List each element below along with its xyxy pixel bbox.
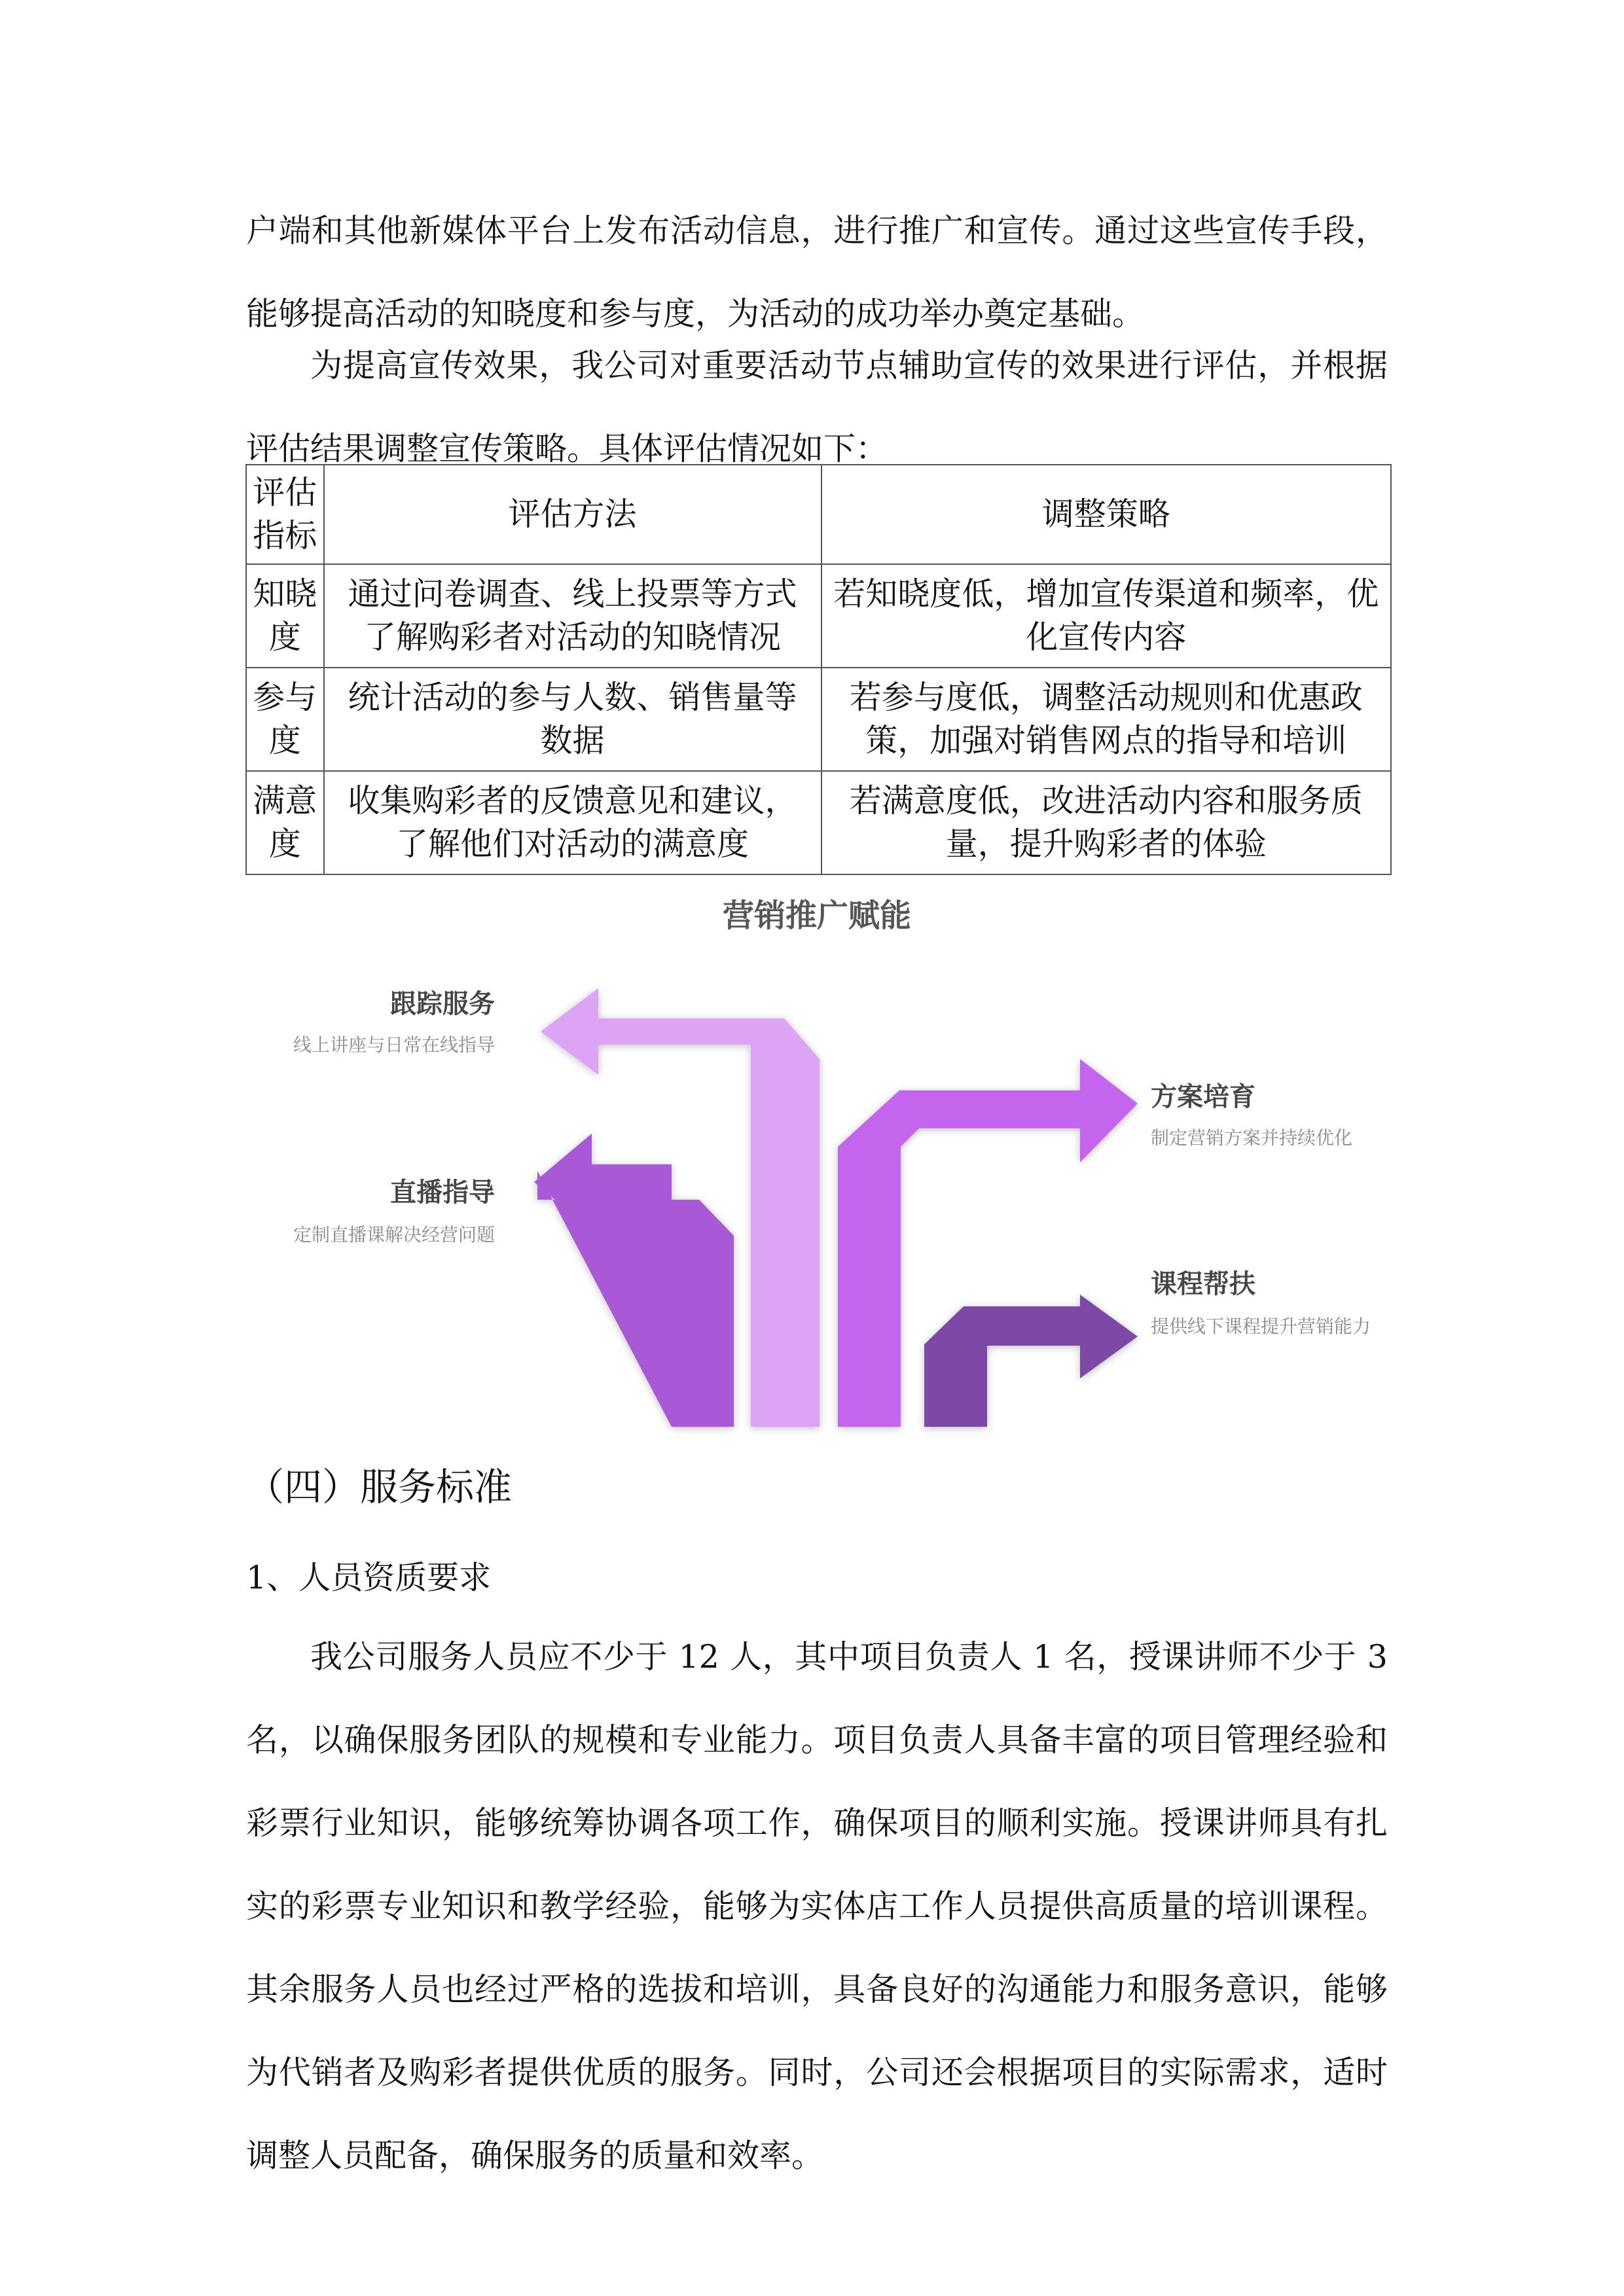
item-title: 跟踪服务 <box>390 989 495 1019</box>
evaluation-table <box>245 464 1392 875</box>
table-row <box>246 668 1391 771</box>
diagram-title: 营销推广赋能 <box>722 897 911 934</box>
intro-paragraph-2: 为提高宣传效果，我公司对重要活动节点辅助宣传的效果进行评估，并根据评估结果调整宣传策略。具体评估情况如下： <box>246 347 1388 467</box>
table-header-cell: 调整策略 <box>821 465 1391 564</box>
table-row <box>246 771 1391 874</box>
table-cell: 若参与度低，调整活动规则和优惠政策，加强对销售网点的指导和培训 <box>821 668 1391 771</box>
item-desc: 定制直播课解决经营问题 <box>293 1224 495 1246</box>
table-cell: 收集购彩者的反馈意见和建议，了解他们对活动的满意度 <box>324 771 821 874</box>
item-title: 课程帮扶 <box>1151 1269 1255 1299</box>
table-cell: 通过问卷调查、线上投票等方式了解购彩者对活动的知晓情况 <box>324 564 821 668</box>
intro-paragraph-1: 户端和其他新媒体平台上发布活动信息，进行推广和宣传。通过这些宣传手段，能够提高活动的知晓度和参与度，为活动的成功举办奠定基础。 <box>246 212 1388 332</box>
section-heading: （四）服务标准 <box>246 1465 513 1509</box>
table-cell: 若知晓度低，增加宣传渠道和频率，优化宣传内容 <box>821 564 1391 668</box>
item-title: 直播指导 <box>390 1177 495 1208</box>
body-paragraph: 我公司服务人员应不少于 12 人，其中项目负责人 1 名，授课讲师不少于 3 名，以确保服务团队的规模和专业能力。项目负责人具备丰富的项目管理经验和彩票行业知识，能够统筹协调各项工作，确保项目的顺利实施。授课讲师具有扎实的彩票专业知识和教学经验，能够为实体店工作人员提供高质量的培训课程。其余服务人员也经过严格的选拔和培训，具备良好的沟通能力和服务意识，能够为代销者及购彩者提供优质的服务。同时，公司还会根据项目的实际需求，适时调整人员配备，确保服务的质量和效率。 <box>246 1638 1388 2174</box>
table-cell: 参与度 <box>246 668 324 771</box>
arrows-graphic <box>246 877 1388 1440</box>
marketing-diagram <box>246 877 1388 1440</box>
table-cell: 满意度 <box>246 771 324 874</box>
table-cell: 统计活动的参与人数、销售量等数据 <box>324 668 821 771</box>
item-desc: 提供线下课程提升营销能力 <box>1151 1316 1371 1337</box>
table-cell: 若满意度低，改进活动内容和服务质量，提升购彩者的体验 <box>821 771 1391 874</box>
item-desc: 线上讲座与日常在线指导 <box>293 1034 495 1056</box>
item-desc: 制定营销方案并持续优化 <box>1151 1127 1353 1149</box>
arrow-plan-cultivation <box>838 1059 1138 1427</box>
table-header-cell: 评估方法 <box>324 465 821 564</box>
table-cell: 知晓度 <box>246 564 324 668</box>
arrow-course-support <box>924 1295 1138 1427</box>
table-header-row <box>246 465 1391 564</box>
sub-heading: 1、人员资质要求 <box>246 1559 492 1596</box>
table-row <box>246 564 1391 668</box>
item-title: 方案培育 <box>1151 1082 1255 1112</box>
table-header-cell: 评估指标 <box>246 465 324 564</box>
